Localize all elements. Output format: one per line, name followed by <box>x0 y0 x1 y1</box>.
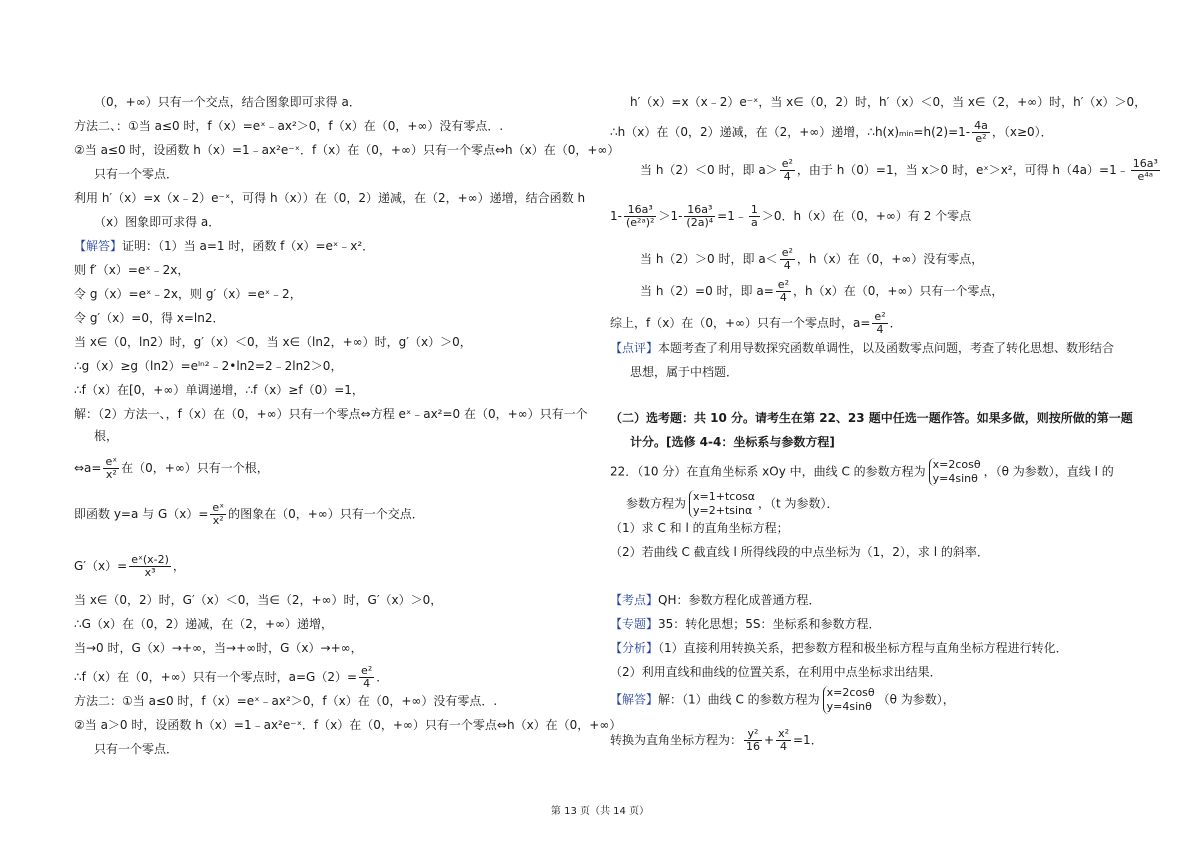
jieda-tag: 【解答】 <box>610 692 659 707</box>
text-line: ②当 a≤0 时，设函数 h（x）=1﹣ax²e⁻ˣ．f（x）在（0，+∞）只有一个零点⇔h（x）在（0，+∞） <box>74 143 620 157</box>
text-line: 【点评】本题考查了利用导数探究函数单调性，以及函数零点问题，考查了转化思想、数形结合 <box>610 341 1115 355</box>
text-line: h′（x）=x（x﹣2）e⁻ˣ，当 x∈（0，2）时，h′（x）＜0，当 x∈（2，+∞）时，h′（x）＞0， <box>630 95 1147 109</box>
comment-tag: 【点评】 <box>610 341 659 355</box>
section-heading: 计分。[选修 4-4：坐标系与参数方程] <box>630 435 835 449</box>
text-line: 当→0 时，G（x）→+∞，当→+∞时，G（x）→+∞， <box>74 641 363 655</box>
text-line: 思想，属于中档题． <box>630 365 739 379</box>
zhuanti-tag: 【专题】 <box>610 617 659 631</box>
problem-line: 22．（10 分）在直角坐标系 xOy 中，曲线 C 的参数方程为 x=2cosθ y=4sinθ ，（θ 为参数），直线 l 的 <box>610 458 1114 485</box>
solution-tag: 【解答】 <box>74 239 123 253</box>
text-line: 当 x∈（0，ln2）时，g′（x）＜0，当 x∈（ln2，+∞）时，g′（x）＞0， <box>74 335 472 349</box>
equation-system: x=1+tcosα y=2+tsinα <box>689 490 755 518</box>
kaodian-tag: 【考点】 <box>610 593 659 607</box>
text-line: ∴f（x）在[0，+∞）单调递增，∴f（x）≥f（0）=1， <box>74 383 364 397</box>
formula-line: ⇔a= $\frac{\text{eˣ}}{\text{x²}}$ 在（0，+∞）只有一个根， <box>74 455 269 481</box>
fraction: $\frac{\text{eˣ(x-2)}}{\text{x³}}$ <box>131 553 169 579</box>
text-line: 【分析】（1）直接利用转换关系，把参数方程和极坐标方程与直角坐标方程进行转化． <box>610 641 1068 655</box>
text-line: 根， <box>94 429 119 443</box>
text-line: 只有一个零点． <box>94 167 179 181</box>
text-line: 【解答】解：（1）曲线 C 的参数方程为 x=2cosθ y=4sinθ （θ 为参数）， <box>610 686 955 713</box>
problem-line: 参数方程为 x=1+tcosα y=2+tsinα ，（t 为参数）． <box>626 490 839 517</box>
formula-line: ∴h（x）在（0，2）递减，在（2，+∞）递增，∴h(x)ₘᵢₙ=h(2)=1- $\frac{4a}{\text{e²}}$ ，（x≥0）． <box>610 119 1053 145</box>
formula-line: 综上，f（x）在（0，+∞）只有一个零点时，a= $\frac{\text{e²}}{4}$ ． <box>610 310 902 336</box>
text-line: （2）若曲线 C 截直线 l 所得线段的中点坐标为（1，2），求 l 的斜率． <box>610 545 989 559</box>
text-line: 令 g′（x）=0，得 x=ln2． <box>74 311 225 325</box>
fraction: $\frac{4a}{\text{e²}}$ <box>974 119 988 145</box>
formula-line: ∴f（x）在（0，+∞）只有一个零点时，a=G（2）= $\frac{\text{e²}}{4}$ ． <box>74 664 389 690</box>
fraction: $\frac{\text{y²}}{16}$ <box>746 727 761 753</box>
text-line: 方法二：①当 a≤0 时，f（x）=eˣ﹣ax²＞0，f（x）在（0，+∞）没有零点．. <box>74 694 498 708</box>
text-line: ②当 a＞0 时，设函数 h（x）=1﹣ax²e⁻ˣ．f（x）在（0，+∞）只有一个零点⇔h（x）在（0，+∞） <box>74 718 622 732</box>
text-line: ∴G（x）在（0，2）递减，在（2，+∞）递增， <box>74 617 333 631</box>
formula-line: G′（x）= $\frac{\text{eˣ(x-2)}}{\text{x³}}$ ， <box>74 553 185 579</box>
fraction: $\frac{\text{e²}}{4}$ <box>777 278 789 304</box>
text-line: 利用 h′（x）=x（x﹣2）e⁻ˣ，可得 h（x））在（0，2）递减，在（2，+∞）递增，结合函数 h <box>74 191 586 205</box>
text-line: 则 f′（x）=eˣ﹣2x， <box>74 263 190 277</box>
fraction: $\frac{\text{16a³}}{\text{e⁴ᵃ}}$ <box>1132 157 1158 183</box>
text-line: （1）求 C 和 l 的直角坐标方程； <box>610 521 789 535</box>
formula-line: 当 h（2）=0 时，即 a= $\frac{\text{e²}}{4}$ ，h（x）在（0，+∞）只有一个零点， <box>640 278 1004 304</box>
section-heading: （二）选考题：共 10 分。请考生在第 22、23 题中任选一题作答。如果多做，则按所做的第一题 <box>610 411 1133 425</box>
text-line: （0，+∞）只有一个交点，结合图象即可求得 a． <box>94 95 361 109</box>
fraction: $\frac{\text{eˣ}}{\text{x²}}$ <box>105 455 118 481</box>
text-line: 解：（2）方法一、，f（x）在（0，+∞）只有一个零点⇔方程 eˣ﹣ax²=0 在（0，+∞）只有一个 <box>74 407 588 421</box>
equation-system: x=2cosθ y=4sinθ <box>929 458 981 486</box>
fraction: $\frac{\text{e²}}{4}$ <box>361 664 373 690</box>
text-line: 【解答】证明：（1）当 a=1 时，函数 f（x）=eˣ﹣x²． <box>74 239 375 253</box>
page-footer: 第 13 页（共 14 页） <box>550 806 650 817</box>
formula-line: 即函数 y=a 与 G（x）= $\frac{\text{eˣ}}{\text{x²}}$ 的图象在（0，+∞）只有一个交点． <box>74 501 424 527</box>
text-line: 方法二、：①当 a≤0 时，f（x）=eˣ﹣ax²＞0，f（x）在（0，+∞）没有零点．. <box>74 119 504 133</box>
equation-system: x=2cosθ y=4sinθ <box>823 686 875 714</box>
formula-line: 转换为直角坐标方程为： $\frac{\text{y²}}{16}$ + $\frac{\text{x²}}{4}$ =1． <box>610 727 823 753</box>
text-line: 令 g（x）=eˣ﹣2x，则 g′（x）=eˣ﹣2， <box>74 287 302 301</box>
fraction: $\frac{\text{e²}}{4}$ <box>781 157 793 183</box>
text-line: （x）图象即可求得 a． <box>94 215 221 229</box>
fenxi-tag: 【分析】 <box>610 641 659 655</box>
text-line: （2）利用直线和曲线的位置关系，在利用中点坐标求出结果． <box>610 665 942 679</box>
formula-line: 当 h（2）＞0 时，即 a＜ $\frac{\text{e²}}{4}$ ，h（x）在（0，+∞）没有零点， <box>640 246 984 272</box>
fraction: $\frac{\text{16a³}}{\text{(2a)⁴}}$ <box>686 203 714 229</box>
fraction: $\frac{1}{a}$ <box>750 203 758 229</box>
text-line: 【考点】QH：参数方程化成普通方程． <box>610 593 821 607</box>
text-line: 当 x∈（0，2）时，G′（x）＜0，当∈（2，+∞）时，G′（x）＞0， <box>74 593 443 607</box>
fraction: $\frac{\text{e²}}{4}$ <box>874 310 886 336</box>
text-line: ∴g（x）≥g（ln2）=eˡⁿ²﹣2•ln2=2﹣2ln2＞0， <box>74 359 343 373</box>
text-line: 【专题】35：转化思想；5S：坐标系和参数方程． <box>610 617 881 631</box>
fraction: $\frac{\text{x²}}{4}$ <box>778 727 789 753</box>
formula-line: 1- $\frac{\text{16a³}}{\text{(e²ᵃ)²}}$ ＞1- $\frac{\text{16a³}}{\text{(2a)⁴}}$ =1﹣ $\frac{1}{a}$ ＞0．h（x）在（0，+∞）有 2 个零点 <box>610 203 972 229</box>
text-line: 只有一个零点． <box>94 742 179 756</box>
formula-line: 当 h（2）＜0 时，即 a＞ $\frac{\text{e²}}{4}$ ，由于 h（0）=1，当 x＞0 时，eˣ＞x²，可得 h（4a）=1﹣ $\frac{\text{16a³}}{\text{e⁴ᵃ}}$ <box>640 157 1158 183</box>
fraction: $\frac{\text{16a³}}{\text{(e²ᵃ)²}}$ <box>625 203 655 229</box>
fraction: $\frac{\text{eˣ}}{\text{x²}}$ <box>212 501 225 527</box>
fraction: $\frac{\text{e²}}{4}$ <box>781 246 793 272</box>
